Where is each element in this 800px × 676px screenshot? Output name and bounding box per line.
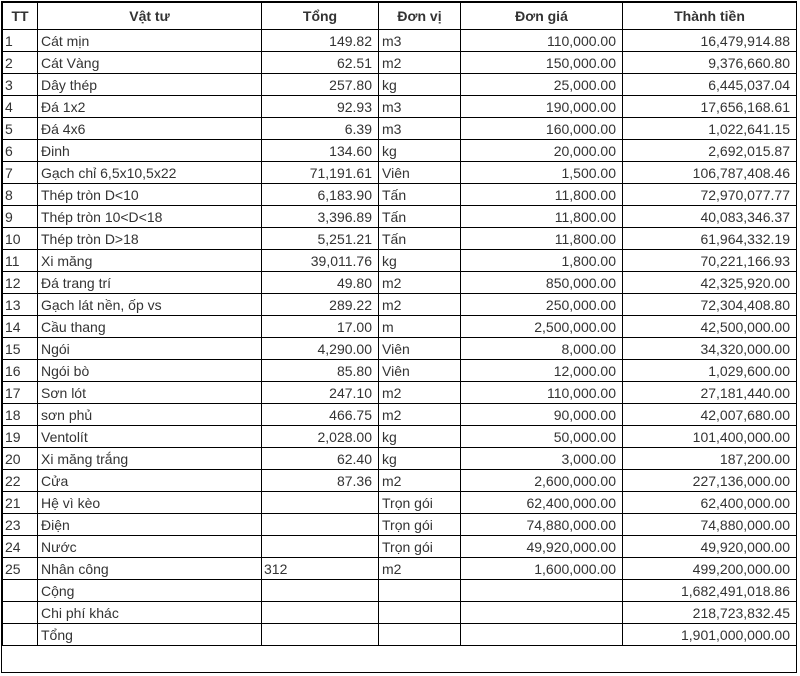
cell-amount: 42,325,920.00 (623, 272, 797, 294)
table-row (3, 162, 797, 184)
table-row (3, 558, 797, 580)
cell-unit: m2 (379, 558, 461, 580)
cell-amount: 40,083,346.37 (623, 206, 797, 228)
cell-total: 312 (262, 558, 379, 580)
cell-tt: 15 (3, 338, 38, 360)
cell-price: 25,000.00 (461, 74, 623, 96)
cell-unit: m2 (379, 382, 461, 404)
summary-row (3, 624, 797, 646)
cell-tt: 14 (3, 316, 38, 338)
cell-price: 150,000.00 (461, 52, 623, 74)
cell-unit: m3 (379, 30, 461, 52)
cell-tt: 11 (3, 250, 38, 272)
cell-total: 85.80 (262, 360, 379, 382)
cell-item: Gạch chỉ 6,5x10,5x22 (38, 162, 262, 184)
cell-item: Đá 4x6 (38, 118, 262, 140)
cell-amount: 72,970,077.77 (623, 184, 797, 206)
cell-item: Cửa (38, 470, 262, 492)
cell-unit (379, 624, 461, 646)
cell-total: 5,251.21 (262, 228, 379, 250)
cell-total (262, 602, 379, 624)
cell-amount: 6,445,037.04 (623, 74, 797, 96)
cell-unit: kg (379, 74, 461, 96)
materials-table (2, 2, 797, 646)
cell-tt: 13 (3, 294, 38, 316)
table-row (3, 96, 797, 118)
cell-amount: 1,022,641.15 (623, 118, 797, 140)
header-row (3, 3, 797, 30)
cell-total: 4,290.00 (262, 338, 379, 360)
table-row (3, 492, 797, 514)
table-row (3, 52, 797, 74)
cell-amount: 187,200.00 (623, 448, 797, 470)
cell-item: Đinh (38, 140, 262, 162)
cell-amount: 9,376,660.80 (623, 52, 797, 74)
cell-amount: 499,200,000.00 (623, 558, 797, 580)
header-unit: Đơn vị (379, 3, 461, 30)
cell-price: 110,000.00 (461, 382, 623, 404)
table-row (3, 360, 797, 382)
cell-price: 1,600,000.00 (461, 558, 623, 580)
cell-unit: Trọn gói (379, 514, 461, 536)
cell-tt: 7 (3, 162, 38, 184)
cell-price: 11,800.00 (461, 228, 623, 250)
cell-unit: Trọn gói (379, 492, 461, 514)
cell-amount: 74,880,000.00 (623, 514, 797, 536)
cell-item: Thép tròn D<10 (38, 184, 262, 206)
cell-tt: 4 (3, 96, 38, 118)
cell-price: 12,000.00 (461, 360, 623, 382)
cell-total: 39,011.76 (262, 250, 379, 272)
header-item: Vật tư (38, 3, 262, 30)
cell-price: 8,000.00 (461, 338, 623, 360)
cell-tt: 16 (3, 360, 38, 382)
table-row (3, 338, 797, 360)
table-row (3, 74, 797, 96)
table-row (3, 470, 797, 492)
cell-amount: 106,787,408.46 (623, 162, 797, 184)
cell-item: Đá trang trí (38, 272, 262, 294)
cell-unit: Tấn (379, 184, 461, 206)
cell-amount: 42,500,000.00 (623, 316, 797, 338)
cell-unit: m2 (379, 404, 461, 426)
cell-amount: 17,656,168.61 (623, 96, 797, 118)
cell-total: 257.80 (262, 74, 379, 96)
cell-amount: 227,136,000.00 (623, 470, 797, 492)
cell-tt: 21 (3, 492, 38, 514)
cell-unit: Viên (379, 338, 461, 360)
cell-total: 71,191.61 (262, 162, 379, 184)
summary-amount: 1,682,491,018.86 (623, 580, 797, 602)
cell-item: Dây thép (38, 74, 262, 96)
cell-item: Cát Vàng (38, 52, 262, 74)
cell-item: Cầu thang (38, 316, 262, 338)
cell-price (461, 624, 623, 646)
cell-total: 2,028.00 (262, 426, 379, 448)
cell-unit: Viên (379, 360, 461, 382)
cell-item: Điện (38, 514, 262, 536)
cell-tt: 12 (3, 272, 38, 294)
cell-amount: 62,400,000.00 (623, 492, 797, 514)
cell-tt: 24 (3, 536, 38, 558)
cell-unit: m2 (379, 52, 461, 74)
cell-price: 250,000.00 (461, 294, 623, 316)
cell-price: 49,920,000.00 (461, 536, 623, 558)
cell-price: 11,800.00 (461, 206, 623, 228)
cell-total: 247.10 (262, 382, 379, 404)
cell-price: 190,000.00 (461, 96, 623, 118)
cell-total: 466.75 (262, 404, 379, 426)
summary-amount: 218,723,832.45 (623, 602, 797, 624)
cell-item: Xi măng (38, 250, 262, 272)
cell-tt: 6 (3, 140, 38, 162)
cell-total: 289.22 (262, 294, 379, 316)
table-row (3, 382, 797, 404)
cell-tt: 17 (3, 382, 38, 404)
cell-total: 92.93 (262, 96, 379, 118)
cell-total: 149.82 (262, 30, 379, 52)
cell-tt: 2 (3, 52, 38, 74)
cell-unit: kg (379, 426, 461, 448)
cell-price: 160,000.00 (461, 118, 623, 140)
cell-unit: m3 (379, 96, 461, 118)
cell-tt: 23 (3, 514, 38, 536)
cell-total: 6.39 (262, 118, 379, 140)
table-row (3, 514, 797, 536)
cell-total: 17.00 (262, 316, 379, 338)
cell-price: 2,600,000.00 (461, 470, 623, 492)
cell-price: 110,000.00 (461, 30, 623, 52)
table-row (3, 426, 797, 448)
cell-amount: 72,304,408.80 (623, 294, 797, 316)
cell-price: 11,800.00 (461, 184, 623, 206)
table-row (3, 404, 797, 426)
cell-amount: 34,320,000.00 (623, 338, 797, 360)
cell-unit (379, 580, 461, 602)
table-row (3, 250, 797, 272)
cell-price: 2,500,000.00 (461, 316, 623, 338)
cell-amount: 1,029,600.00 (623, 360, 797, 382)
cell-item: Ngói bò (38, 360, 262, 382)
table-row (3, 272, 797, 294)
cell-price: 90,000.00 (461, 404, 623, 426)
cell-unit: m2 (379, 294, 461, 316)
cell-tt: 8 (3, 184, 38, 206)
cell-amount: 42,007,680.00 (623, 404, 797, 426)
cell-total: 3,396.89 (262, 206, 379, 228)
cell-unit: Trọn gói (379, 536, 461, 558)
cell-total: 62.40 (262, 448, 379, 470)
cell-tt: 1 (3, 30, 38, 52)
cell-unit: m2 (379, 272, 461, 294)
cell-total: 134.60 (262, 140, 379, 162)
header-total: Tổng (262, 3, 379, 30)
cell-amount: 70,221,166.93 (623, 250, 797, 272)
cell-total (262, 580, 379, 602)
cell-total: 62.51 (262, 52, 379, 74)
cell-item: Thép tròn 10<D<18 (38, 206, 262, 228)
cell-unit: kg (379, 140, 461, 162)
cell-unit: m2 (379, 470, 461, 492)
header-tt: TT (3, 3, 38, 30)
cell-item: Nước (38, 536, 262, 558)
cell-tt: 9 (3, 206, 38, 228)
table-row (3, 294, 797, 316)
cell-tt: 3 (3, 74, 38, 96)
table-row (3, 206, 797, 228)
cell-price: 50,000.00 (461, 426, 623, 448)
cell-price: 20,000.00 (461, 140, 623, 162)
cell-unit: m3 (379, 118, 461, 140)
cell-total: 6,183.90 (262, 184, 379, 206)
cell-amount: 16,479,914.88 (623, 30, 797, 52)
cell-item: Ventolít (38, 426, 262, 448)
cell-amount: 61,964,332.19 (623, 228, 797, 250)
header-price: Đơn giá (461, 3, 623, 30)
cell-total (262, 536, 379, 558)
cell-price: 1,800.00 (461, 250, 623, 272)
cell-item: Cát mịn (38, 30, 262, 52)
cell-total (262, 624, 379, 646)
cell-unit: Tấn (379, 206, 461, 228)
cell-item: Đá 1x2 (38, 96, 262, 118)
cell-tt (3, 602, 38, 624)
summary-label: Cộng (38, 580, 262, 602)
table-row (3, 448, 797, 470)
cell-total (262, 514, 379, 536)
table-row (3, 140, 797, 162)
cell-total (262, 492, 379, 514)
cell-unit: m (379, 316, 461, 338)
summary-row (3, 602, 797, 624)
cell-total: 49.80 (262, 272, 379, 294)
summary-amount: 1,901,000,000.00 (623, 624, 797, 646)
cell-price: 3,000.00 (461, 448, 623, 470)
cell-item: Hệ vì kèo (38, 492, 262, 514)
cell-unit (379, 602, 461, 624)
cell-price (461, 580, 623, 602)
cell-price: 1,500.00 (461, 162, 623, 184)
table-row (3, 30, 797, 52)
table-row (3, 118, 797, 140)
cell-tt (3, 580, 38, 602)
cell-price: 62,400,000.00 (461, 492, 623, 514)
cell-unit: kg (379, 448, 461, 470)
summary-label: Tổng (38, 624, 262, 646)
cell-item: Thép tròn D>18 (38, 228, 262, 250)
cell-item: sơn phủ (38, 404, 262, 426)
cell-item: Ngói (38, 338, 262, 360)
cell-unit: kg (379, 250, 461, 272)
cell-price: 850,000.00 (461, 272, 623, 294)
cell-amount: 101,400,000.00 (623, 426, 797, 448)
cell-tt (3, 624, 38, 646)
cell-item: Xi măng trắng (38, 448, 262, 470)
cell-tt: 10 (3, 228, 38, 250)
cell-item: Sơn lót (38, 382, 262, 404)
header-amount: Thành tiền (623, 3, 797, 30)
cell-amount: 2,692,015.87 (623, 140, 797, 162)
table-row (3, 228, 797, 250)
cell-tt: 20 (3, 448, 38, 470)
cell-tt: 5 (3, 118, 38, 140)
table-row (3, 316, 797, 338)
cell-total: 87.36 (262, 470, 379, 492)
summary-label: Chi phí khác (38, 602, 262, 624)
cell-tt: 19 (3, 426, 38, 448)
cell-unit: Viên (379, 162, 461, 184)
table-row (3, 536, 797, 558)
table-row (3, 184, 797, 206)
cell-item: Gạch lát nền, ốp vs (38, 294, 262, 316)
cell-price: 74,880,000.00 (461, 514, 623, 536)
cell-price (461, 602, 623, 624)
cell-item: Nhân công (38, 558, 262, 580)
cell-tt: 22 (3, 470, 38, 492)
cell-unit: Tấn (379, 228, 461, 250)
cell-tt: 25 (3, 558, 38, 580)
cell-tt: 18 (3, 404, 38, 426)
cell-amount: 27,181,440.00 (623, 382, 797, 404)
cell-amount: 49,920,000.00 (623, 536, 797, 558)
summary-row (3, 580, 797, 602)
